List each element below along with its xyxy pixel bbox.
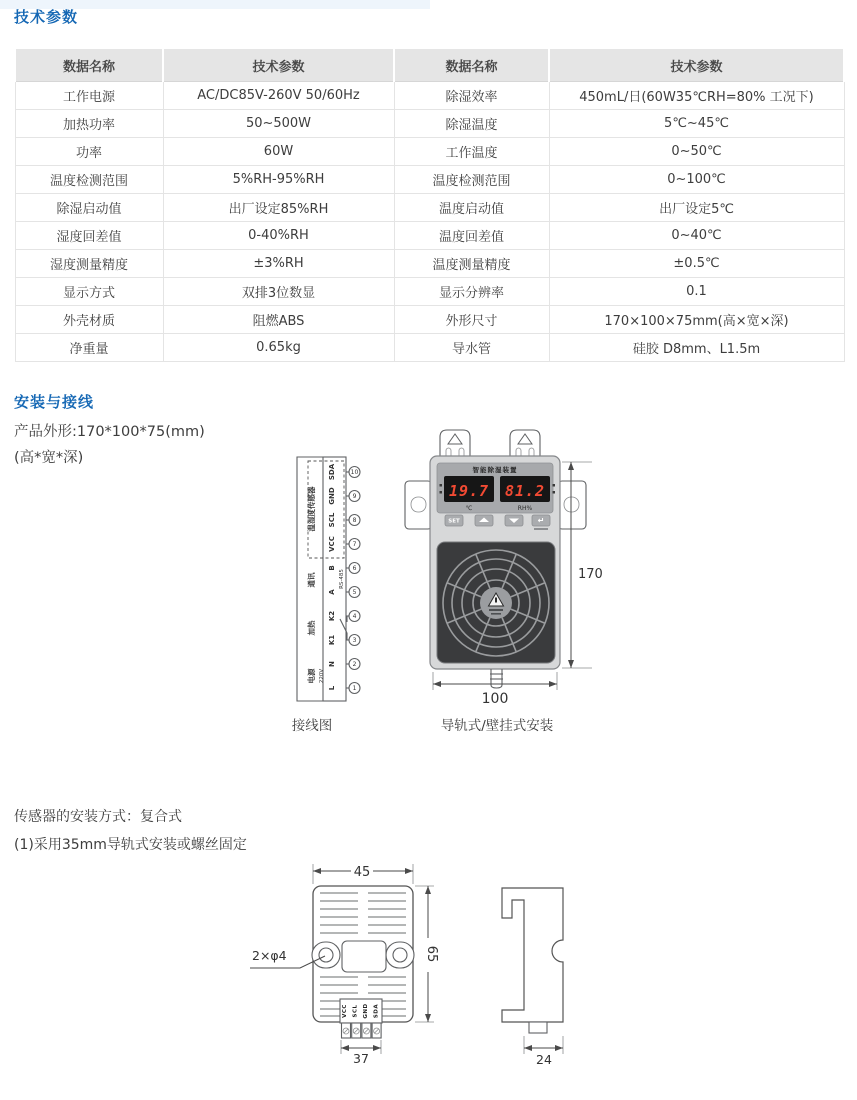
table-cell: 温度回差值	[394, 222, 549, 250]
device-front-view	[405, 430, 603, 734]
table-cell: 170×100×75mm(高×宽×深)	[549, 306, 844, 334]
table-cell: 0~100℃	[549, 166, 844, 194]
dim-65-label: 65	[424, 945, 439, 963]
holes-callout-label: 2×φ4	[252, 948, 287, 963]
table-cell: 450mL/日(60W35℃RH=80% 工况下)	[549, 82, 844, 110]
dimension-conn-37	[341, 1040, 381, 1066]
dimension-height-65	[415, 886, 439, 1022]
table-row	[15, 110, 844, 138]
table-header	[15, 48, 844, 82]
connector-pin-scl: SCL	[352, 1004, 359, 1018]
table-cell: 工作电源	[15, 82, 163, 110]
hub-label-line	[489, 609, 503, 611]
table-cell: 硅胶 D8mm、L1.5m	[549, 334, 844, 362]
table-cell: 阻燃ABS	[163, 306, 394, 334]
dimension-width-45	[313, 863, 413, 884]
svg-text:1: 1	[352, 685, 357, 693]
table-cell: 导水管	[394, 334, 549, 362]
sensor-mount-text-1: 传感器的安装方式：复合式	[14, 809, 182, 825]
table-cell: 除湿启动值	[15, 194, 163, 222]
table-cell: 外壳材质	[15, 306, 163, 334]
dim-170-label: 170	[578, 567, 603, 582]
panel-title-text: 智能除湿装置	[472, 466, 518, 474]
table-cell: 工作温度	[394, 138, 549, 166]
table-cell: 出厂设定85%RH	[163, 194, 394, 222]
table-cell: 温度测量精度	[394, 250, 549, 278]
side-profile	[502, 888, 563, 1022]
hub-label-line	[491, 613, 501, 615]
svg-text:10: 10	[350, 469, 359, 477]
section-title-tech-params: 技术参数	[14, 8, 79, 26]
svg-text:4: 4	[352, 613, 357, 621]
table-cell: 0.65kg	[163, 334, 394, 362]
table-cell: AC/DC85V-260V 50/60Hz	[163, 82, 394, 110]
table-row	[15, 334, 844, 362]
table-row	[15, 222, 844, 250]
table-cell: 0~40℃	[549, 222, 844, 250]
diagrams-svg	[0, 420, 857, 1100]
table-cell: 0~50℃	[549, 138, 844, 166]
table-cell: 60W	[163, 138, 394, 166]
table-cell: 5%RH-95%RH	[163, 166, 394, 194]
sensor-side-view	[502, 888, 563, 1067]
wiring-group-heat-label: 加热	[307, 620, 316, 636]
lcd-humidity-value: 81.2	[504, 482, 546, 500]
lcd-temperature-unit: ℃	[465, 505, 473, 512]
dim-45-label: 45	[353, 865, 371, 880]
section-title-install: 安装与接线	[14, 393, 95, 411]
table-cell: 温度启动值	[394, 194, 549, 222]
table-cell: 双排3位数显	[163, 278, 394, 306]
connector-pin-sda: SDA	[373, 1003, 380, 1019]
table-cell: ±0.5℃	[549, 250, 844, 278]
svg-text:9: 9	[352, 493, 357, 501]
screw-terminals	[342, 1023, 382, 1038]
table-cell: 湿度回差值	[15, 222, 163, 250]
lcd-humidity-unit: RH%	[517, 505, 533, 512]
sensor-label-plate	[342, 941, 386, 972]
wiring-group-sensor-label: 温湿度传感器	[307, 486, 316, 532]
table-cell: 出厂设定5℃	[549, 194, 844, 222]
sensor-connector	[340, 999, 382, 1038]
wiring-diagram	[292, 457, 360, 734]
wiring-group-comm-label: 通讯	[307, 572, 316, 588]
table-cell: 显示方式	[15, 278, 163, 306]
connector-pin-vcc: VCC	[342, 1004, 348, 1018]
wiring-caption: 接线图	[291, 718, 333, 734]
wiring-group-power-label: 电源	[307, 668, 316, 684]
svg-text:K1: K1	[328, 634, 336, 646]
svg-text:5: 5	[352, 589, 357, 597]
svg-text:L: L	[328, 685, 336, 691]
svg-text:K2: K2	[328, 610, 336, 622]
enter-sub-label	[534, 528, 548, 530]
dim-100-label: 100	[481, 691, 509, 707]
svg-text:2: 2	[352, 661, 357, 669]
table-row	[15, 278, 844, 306]
warning-exclamation	[495, 598, 497, 603]
side-bottom-tab	[529, 1022, 547, 1033]
wiring-comm-proto-label: RS-485	[339, 569, 345, 589]
svg-text:7: 7	[352, 541, 357, 549]
dim-24-label: 24	[536, 1052, 552, 1067]
mounting-hole-right	[386, 942, 414, 968]
sensor-mount-text-2: (1)采用35mm导轨式安装或螺丝固定	[14, 837, 247, 853]
table-row	[15, 250, 844, 278]
table-cell: 显示分辨率	[394, 278, 549, 306]
table-cell: 外形尺寸	[394, 306, 549, 334]
mounting-hole-left	[312, 942, 340, 968]
wiring-power-volt-label: 220V	[319, 668, 325, 684]
svg-text:B: B	[328, 565, 336, 571]
table-cell: 净重量	[15, 334, 163, 362]
dimension-side-24	[524, 1036, 563, 1067]
product-dimensions-order: (高*宽*深)	[14, 450, 84, 466]
table-cell: 功率	[15, 138, 163, 166]
table-cell: 除湿效率	[394, 82, 549, 110]
table-cell: ±3%RH	[163, 250, 394, 278]
svg-text:3: 3	[352, 637, 357, 645]
mount-caption: 导轨式/壁挂式安装	[440, 718, 554, 734]
col-header: 技术参数	[549, 48, 844, 82]
table-row	[15, 82, 844, 110]
table-cell: 温度检测范围	[394, 166, 549, 194]
svg-text:A: A	[328, 589, 336, 595]
table-cell: 加热功率	[15, 110, 163, 138]
lcd-temperature-value: 19.7	[448, 482, 490, 500]
param-table-body	[15, 82, 844, 362]
col-header: 技术参数	[163, 48, 394, 82]
sensor-front-view	[250, 863, 439, 1066]
col-header: 数据名称	[394, 48, 549, 82]
table-cell: 5℃~45℃	[549, 110, 844, 138]
svg-text:SCL: SCL	[328, 512, 336, 528]
drain-nozzle	[490, 669, 503, 688]
svg-text:6: 6	[352, 565, 357, 573]
svg-text:N: N	[328, 661, 336, 667]
table-cell: 湿度测量精度	[15, 250, 163, 278]
table-row	[15, 306, 844, 334]
svg-text:SDA: SDA	[328, 463, 336, 481]
product-dimensions-text: 产品外形:170*100*75(mm)	[14, 424, 205, 440]
table-cell: 除湿温度	[394, 110, 549, 138]
mounting-bracket-right	[510, 430, 540, 459]
svg-text:VCC: VCC	[328, 536, 336, 552]
col-header: 数据名称	[15, 48, 163, 82]
table-cell: 温度检测范围	[15, 166, 163, 194]
svg-text:GND: GND	[328, 487, 336, 505]
dim-37-label: 37	[353, 1051, 369, 1066]
dimension-width-100	[433, 672, 557, 707]
table-row	[15, 138, 844, 166]
table-row	[15, 194, 844, 222]
connector-pin-gnd: GND	[363, 1003, 369, 1019]
fan-grille	[437, 542, 555, 663]
table-cell: 0-40%RH	[163, 222, 394, 250]
table-row	[15, 166, 844, 194]
set-button-label: SET	[448, 518, 460, 525]
tech-params-table	[14, 47, 845, 362]
enter-icon: ↵	[537, 516, 545, 525]
svg-text:8: 8	[352, 517, 357, 525]
table-cell: 0.1	[549, 278, 844, 306]
mounting-bracket-left	[440, 430, 470, 459]
table-cell: 50~500W	[163, 110, 394, 138]
